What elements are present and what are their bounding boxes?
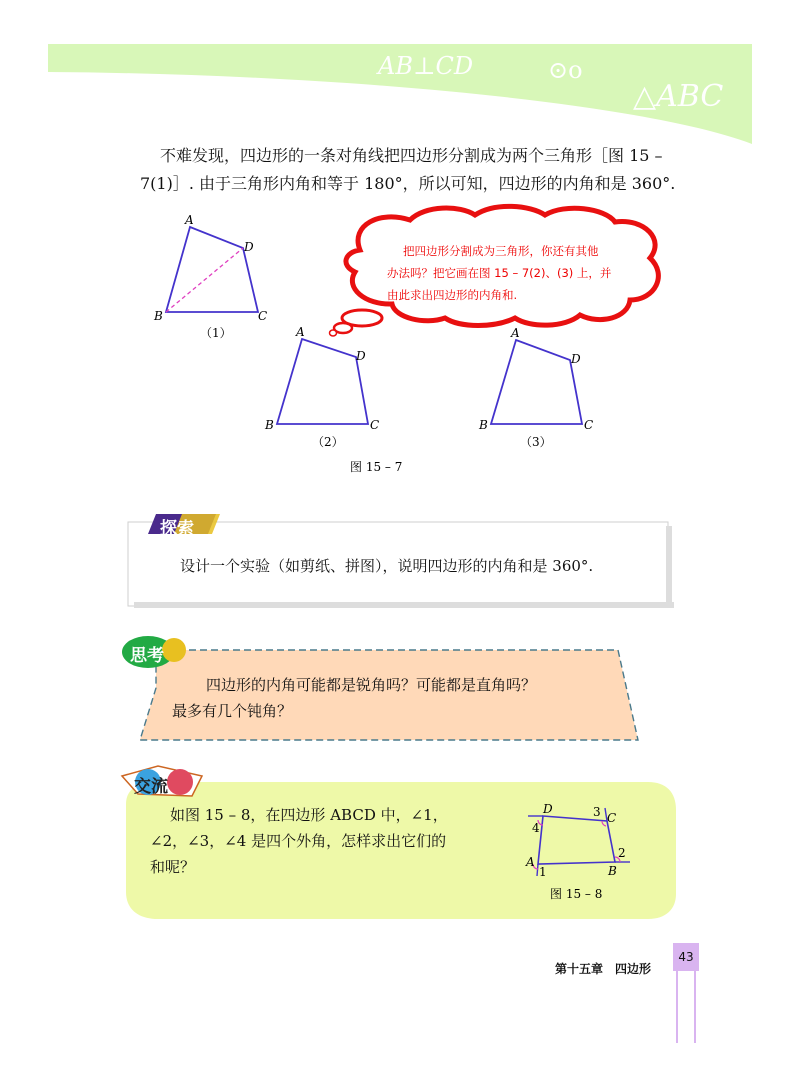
quad-3 bbox=[491, 340, 582, 424]
bubble-text bbox=[387, 240, 645, 306]
fig8-num-1: 1 bbox=[539, 865, 547, 879]
bubble-dot-3 bbox=[330, 330, 337, 336]
comm-tag: 交流 bbox=[134, 777, 168, 797]
sub-caption-2: （2） bbox=[312, 435, 344, 449]
fig8-label-d: D bbox=[543, 802, 553, 816]
label-c2: C bbox=[370, 418, 380, 432]
fig8-num-3: 3 bbox=[593, 805, 601, 819]
think-line-2: 最多有几个钝角？ bbox=[172, 702, 293, 720]
fig8-num-2: 2 bbox=[618, 846, 626, 860]
sub-caption-3: （3） bbox=[520, 435, 552, 449]
intro-line-1: 不难发现，四边形的一条对角线把四边形分割成为两个三角形［图 15 – bbox=[160, 146, 663, 165]
ext-line-a bbox=[537, 864, 538, 876]
label-c3: C bbox=[584, 418, 594, 432]
chapter-footer: 第十五章 四边形 bbox=[555, 962, 652, 976]
label-b2: B bbox=[265, 418, 274, 432]
comm-line-2: ∠2，∠3，∠4 是四个外角，怎样求出它们的 bbox=[150, 832, 447, 850]
comm-line-3: 和呢？ bbox=[150, 858, 196, 876]
label-d3: D bbox=[571, 352, 581, 366]
figure-caption-15-7: 图 15 – 7 bbox=[350, 460, 403, 474]
diagonal-bd bbox=[166, 248, 243, 312]
header-decor-3: △ABC bbox=[633, 79, 724, 114]
think-line-1: 四边形的内角可能都是锐角吗？可能都是直角吗？ bbox=[206, 676, 537, 694]
explore-tag: 探索 bbox=[160, 519, 194, 539]
fig8-caption: 图 15 – 8 bbox=[550, 887, 603, 901]
comm-line-1: 如图 15 – 8，在四边形 ABCD 中，∠1， bbox=[170, 806, 448, 824]
label-a1: A bbox=[185, 213, 194, 227]
quad-2 bbox=[277, 339, 368, 424]
fig8-label-c: C bbox=[607, 811, 617, 825]
bubble-line-3: 由此求出四边形的内角和. bbox=[387, 288, 518, 302]
think-tag: 思考 bbox=[130, 646, 164, 666]
comm-text bbox=[150, 802, 490, 880]
label-c1: C bbox=[258, 309, 268, 323]
intro-line-2: 7(1)］. 由于三角形内角和等于 180°，所以可知，四边形的内角和是 360°. bbox=[140, 174, 676, 193]
bubble-line-2: 办法吗？把它画在图 15 – 7(2)、(3) 上，并 bbox=[387, 266, 612, 280]
label-a2: A bbox=[296, 325, 305, 339]
fig8-label-a: A bbox=[526, 855, 535, 869]
label-d2: D bbox=[356, 349, 366, 363]
fig8-num-4: 4 bbox=[532, 821, 540, 835]
label-b1: B bbox=[154, 309, 163, 323]
page-tab-strip bbox=[676, 971, 696, 1043]
bubble-line-1: 把四边形分割成为三角形，你还有其他 bbox=[403, 244, 599, 258]
label-b3: B bbox=[479, 418, 488, 432]
page-number: 43 bbox=[673, 943, 699, 971]
label-d1: D bbox=[244, 240, 254, 254]
sub-caption-1: （1） bbox=[200, 326, 232, 340]
intro-paragraph bbox=[140, 142, 700, 198]
header-decor-1: AB⊥CD bbox=[378, 52, 474, 80]
header-band bbox=[48, 44, 752, 144]
explore-text: 设计一个实验（如剪纸、拼图），说明四边形的内角和是 360°. bbox=[180, 557, 594, 575]
label-a3: A bbox=[511, 326, 520, 340]
think-text bbox=[172, 672, 612, 724]
fig8-label-b: B bbox=[608, 864, 617, 878]
header-decor-2: ⊙o bbox=[548, 56, 583, 84]
